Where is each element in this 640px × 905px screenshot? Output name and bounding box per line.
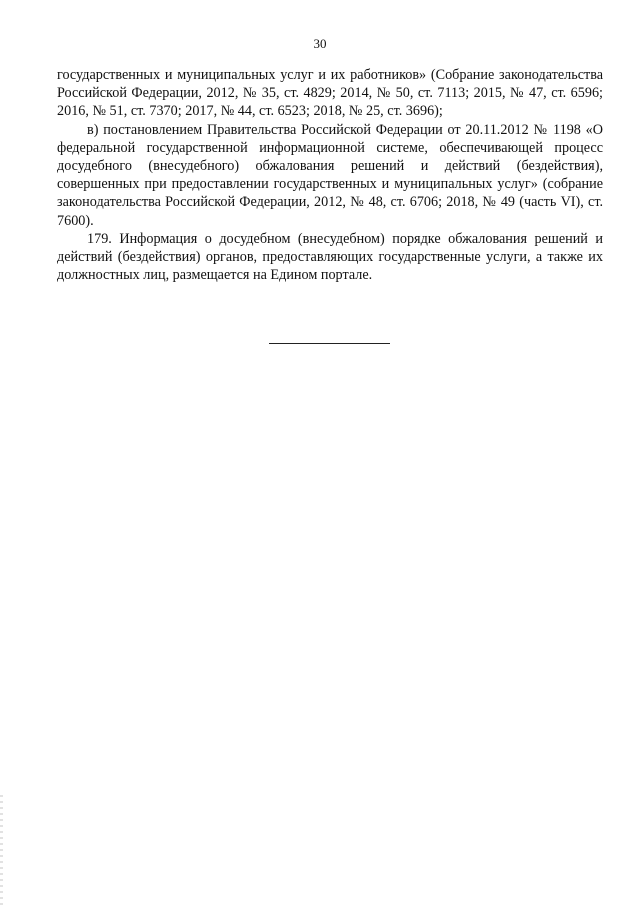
paragraph-item-v: в) постановлением Правительства Российской Федерации от 20.11.2012 № 1198 «О федеральной государственной информационной системе, обеспечивающей процесс досудебного (внесудебного) обжалования решений и действий (бездействия), совершенных при предоставлении государственных и муниципальных услуг» (собрание законодательства Российской Федерации, 2012, № 48, ст. 6706; 2018, № 49 (часть VI), ст. 7600). <box>57 121 603 229</box>
end-divider <box>269 343 390 344</box>
scan-edge-mark <box>0 795 3 905</box>
paragraph-179: 179. Информация о досудебном (внесудебном) порядке обжалования решений и действий (бездействия) органов, предоставляющих государственные услуги, а также их должностных лиц, размещается на Едином портале. <box>57 230 603 284</box>
page-content <box>57 66 603 284</box>
paragraph-continuation: государственных и муниципальных услуг и их работников» (Собрание законодательства Российской Федерации, 2012, № 35, ст. 4829; 2014, № 50, ст. 7113; 2015, № 47, ст. 6596; 2016, № 51, ст. 7370; 2017, № 44, ст. 6523; 2018, № 25, ст. 3696); <box>57 67 603 120</box>
page-number: 30 <box>313 36 327 51</box>
